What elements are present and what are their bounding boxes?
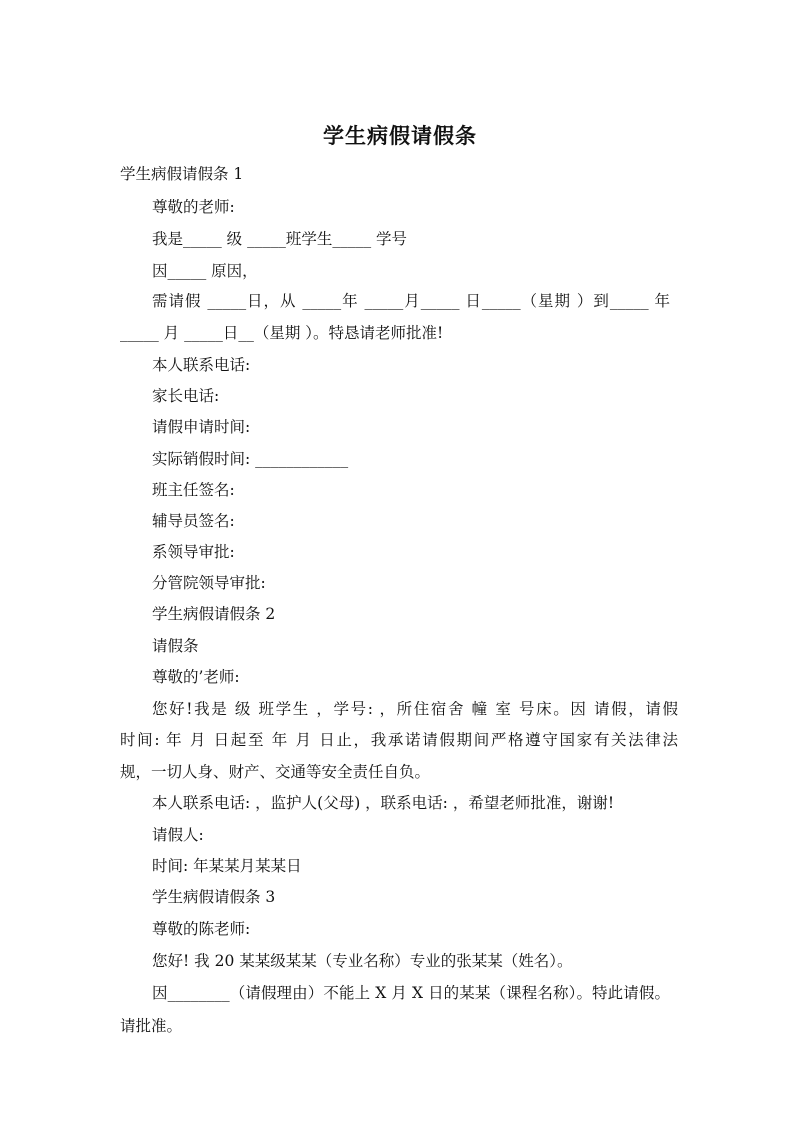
class-teacher-signature-label: 班主任签名: bbox=[152, 481, 235, 499]
request-time-label: 请假申请时间: bbox=[152, 418, 251, 436]
section-heading-2: 学生病假请假条 2 bbox=[152, 605, 276, 623]
greeting-3: 尊敬的陈老师: bbox=[152, 920, 251, 938]
reason-line: 因________（请假理由）不能上 X 月 X 日的某某（课程名称）。特此请假。 bbox=[152, 984, 670, 1002]
form-line-dates-end: _____ 月 _____日__（星期 ）。特恳请老师批准! bbox=[120, 324, 444, 342]
greeting-1: 尊敬的老师: bbox=[152, 198, 235, 216]
body-paragraph-line-3: 规，一切人身、财产、交通等安全责任自负。 bbox=[120, 763, 431, 781]
body-paragraph-line-1: 您好!我是 级 班学生 ，学号: ，所住宿舍 幢 室 号床。因 请假，请假 bbox=[152, 700, 678, 718]
date-line: 时间: 年某某月某某日 bbox=[152, 857, 302, 875]
greeting-2: 尊敬的’老师: bbox=[152, 668, 240, 686]
contact-phone-label: 本人联系电话: bbox=[152, 356, 251, 374]
department-approval-label: 系领导审批: bbox=[152, 543, 235, 561]
body-paragraph-line-2: 时间: 年 月 日起至 年 月 日止，我承诺请假期间严格遵守国家有关法律法 bbox=[120, 731, 678, 749]
contact-line: 本人联系电话: ，监护人(父母) ，联系电话: ，希望老师批准，谢谢! bbox=[152, 794, 615, 812]
applicant-label: 请假人: bbox=[152, 826, 204, 844]
section-heading-3: 学生病假请假条 3 bbox=[152, 888, 276, 906]
parent-phone-label: 家长电话: bbox=[152, 387, 220, 405]
section-heading-1: 学生病假请假条 1 bbox=[120, 165, 244, 183]
return-time-label: 实际销假时间: ____________ bbox=[152, 450, 349, 468]
document-title: 学生病假请假条 bbox=[323, 124, 477, 148]
college-approval-label: 分管院领导审批: bbox=[152, 574, 266, 592]
form-line-student-info: 我是_____ 级 _____班学生_____ 学号 bbox=[152, 230, 408, 248]
intro-line: 您好! 我 20 某某级某某（专业名称）专业的张某某（姓名）。 bbox=[152, 952, 573, 970]
note-heading: 请假条 bbox=[152, 637, 199, 655]
form-line-dates-start: 需请假 _____日，从 _____年 _____月_____ 日_____（星期 ）到_____ 年 bbox=[152, 292, 670, 310]
form-line-reason: 因_____ 原因， bbox=[152, 262, 258, 280]
closing-line: 请批准。 bbox=[120, 1017, 183, 1035]
counselor-signature-label: 辅导员签名: bbox=[152, 512, 235, 530]
